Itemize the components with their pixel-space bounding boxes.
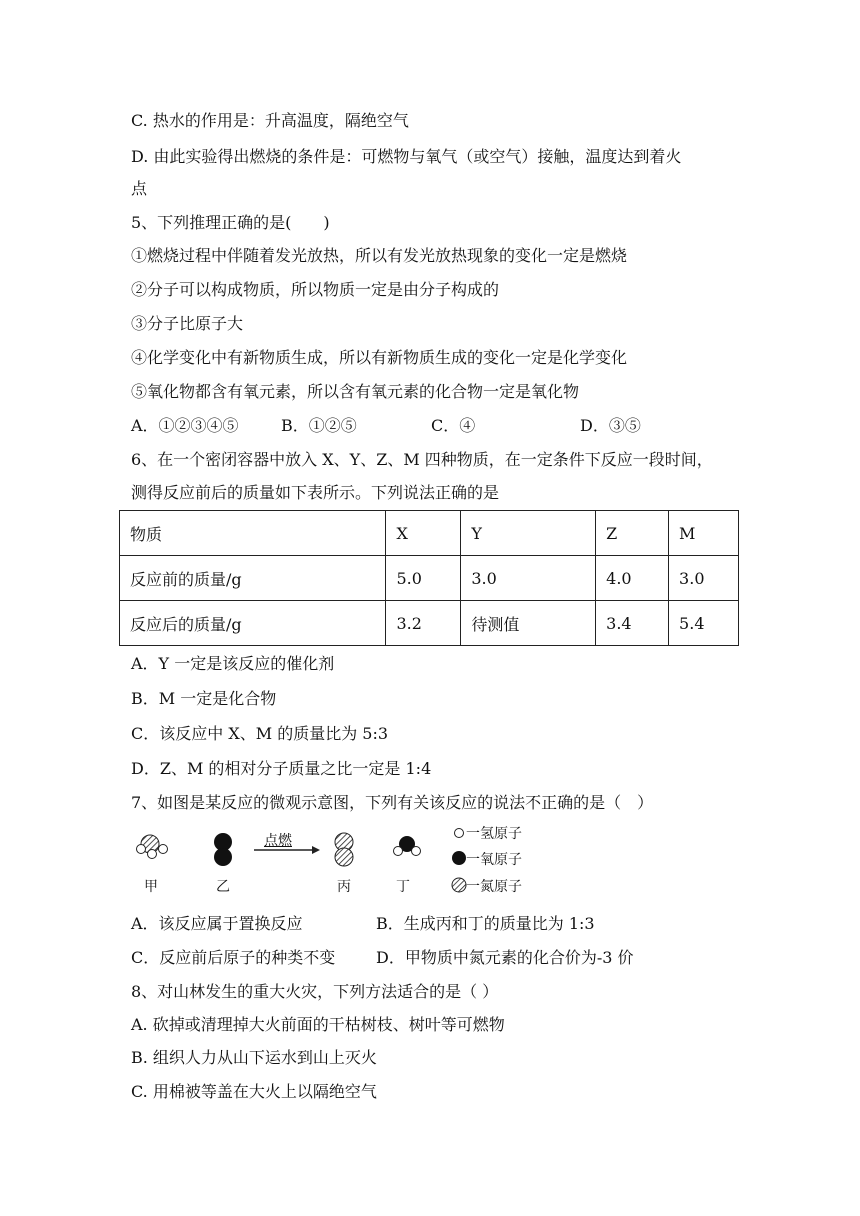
q5-option-c: C．④ bbox=[431, 416, 476, 435]
table-cell: 反应后的质量/g bbox=[120, 601, 386, 646]
q5-item-5: ⑤氧化物都含有氧元素，所以含有氧元素的化合物一定是氧化物 bbox=[131, 382, 580, 401]
q5-option-a: A．①②③④⑤ bbox=[131, 416, 239, 435]
q5-item-4: ④化学变化中有新物质生成，所以有新物质生成的变化一定是化学变化 bbox=[131, 348, 628, 367]
q6-stem-line1: 6、在一个密闭容器中放入 X、Y、Z、M 四种物质，在一定条件下反应一段时间， bbox=[131, 450, 713, 469]
q4-option-d-line2: 点 bbox=[131, 179, 148, 198]
oxygen-atom-icon bbox=[452, 851, 466, 865]
q7-stem: 7、如图是某反应的微观示意图，下列有关该反应的说法不正确的是（ ） bbox=[131, 793, 654, 812]
label-bing: 丙 bbox=[337, 879, 351, 895]
q8-option-b: B. 组织人力从山下运水到山上灭火 bbox=[131, 1048, 377, 1067]
q6-option-c: C．该反应中 X、M 的质量比为 5:3 bbox=[131, 724, 389, 743]
table-cell: 3.2 bbox=[386, 601, 461, 646]
table-cell: 3.0 bbox=[669, 556, 739, 601]
q7-option-d: D．甲物质中氮元素的化合价为-3 价 bbox=[376, 948, 634, 967]
label-jia: 甲 bbox=[144, 879, 158, 895]
legend-nitrogen: 一氮原子 bbox=[466, 879, 522, 895]
legend-oxygen: 一氧原子 bbox=[466, 852, 522, 868]
q5-stem: 5、下列推理正确的是( ) bbox=[131, 213, 330, 232]
table-cell: 物质 bbox=[120, 511, 386, 556]
q6-option-b: B．M 一定是化合物 bbox=[131, 689, 277, 708]
arrow-label: 点燃 bbox=[264, 833, 292, 849]
table-row bbox=[120, 556, 739, 601]
q8-option-c: C. 用棉被等盖在大火上以隔绝空气 bbox=[131, 1082, 377, 1101]
q5-item-2: ②分子可以构成物质，所以物质一定是由分子构成的 bbox=[131, 280, 500, 299]
molecule-yi bbox=[214, 833, 232, 866]
q8-option-a: A. 砍掉或清理掉大火前面的干枯树枝、树叶等可燃物 bbox=[131, 1015, 505, 1034]
q7-option-a: A．该反应属于置换反应 bbox=[131, 914, 303, 933]
molecule-ding bbox=[394, 836, 421, 856]
table-cell: 5.0 bbox=[386, 556, 461, 601]
nitrogen-atom-icon bbox=[452, 878, 466, 892]
q5-item-1: ①燃烧过程中伴随着发光放热，所以有发光放热现象的变化一定是燃烧 bbox=[131, 246, 628, 265]
label-ding: 丁 bbox=[396, 879, 410, 895]
q6-stem-line2: 测得反应前后的质量如下表所示。下列说法正确的是 bbox=[131, 483, 500, 502]
q5-option-b: B．①②⑤ bbox=[281, 416, 357, 435]
table-header-row bbox=[120, 511, 739, 556]
q7-option-b: B．生成丙和丁的质量比为 1:3 bbox=[376, 914, 595, 933]
q7-option-c: C．反应前后原子的种类不变 bbox=[131, 948, 336, 967]
q5-item-3: ③分子比原子大 bbox=[131, 314, 244, 333]
table-cell: X bbox=[386, 511, 461, 556]
table-row bbox=[120, 601, 739, 646]
table-cell: 待测值 bbox=[461, 601, 596, 646]
molecule-jia bbox=[137, 835, 168, 859]
q4-option-c: C. 热水的作用是：升高温度，隔绝空气 bbox=[131, 111, 409, 130]
label-yi: 乙 bbox=[216, 879, 230, 895]
table-cell: 5.4 bbox=[669, 601, 739, 646]
q8-stem: 8、对山林发生的重大火灾，下列方法适合的是（ ） bbox=[131, 982, 499, 1001]
molecule-bing bbox=[335, 833, 353, 866]
reaction-diagram bbox=[128, 820, 548, 900]
q5-option-d: D．③⑤ bbox=[580, 416, 641, 435]
legend-hydrogen: 一氢原子 bbox=[466, 826, 522, 842]
q4-option-d-line1: D. 由此实验得出燃烧的条件是：可燃物与氧气（或空气）接触，温度达到着火 bbox=[131, 147, 682, 166]
table-cell: 3.0 bbox=[461, 556, 596, 601]
table-cell: Z bbox=[596, 511, 669, 556]
table-cell: 3.4 bbox=[596, 601, 669, 646]
table-cell: M bbox=[669, 511, 739, 556]
table-cell: 4.0 bbox=[596, 556, 669, 601]
table-cell: 反应前的质量/g bbox=[120, 556, 386, 601]
hydrogen-atom-icon bbox=[455, 829, 464, 838]
q6-option-a: A．Y 一定是该反应的催化剂 bbox=[131, 654, 335, 673]
mass-table bbox=[119, 510, 739, 646]
table-cell: Y bbox=[461, 511, 596, 556]
q6-option-d: D．Z、M 的相对分子质量之比一定是 1:4 bbox=[131, 759, 432, 778]
